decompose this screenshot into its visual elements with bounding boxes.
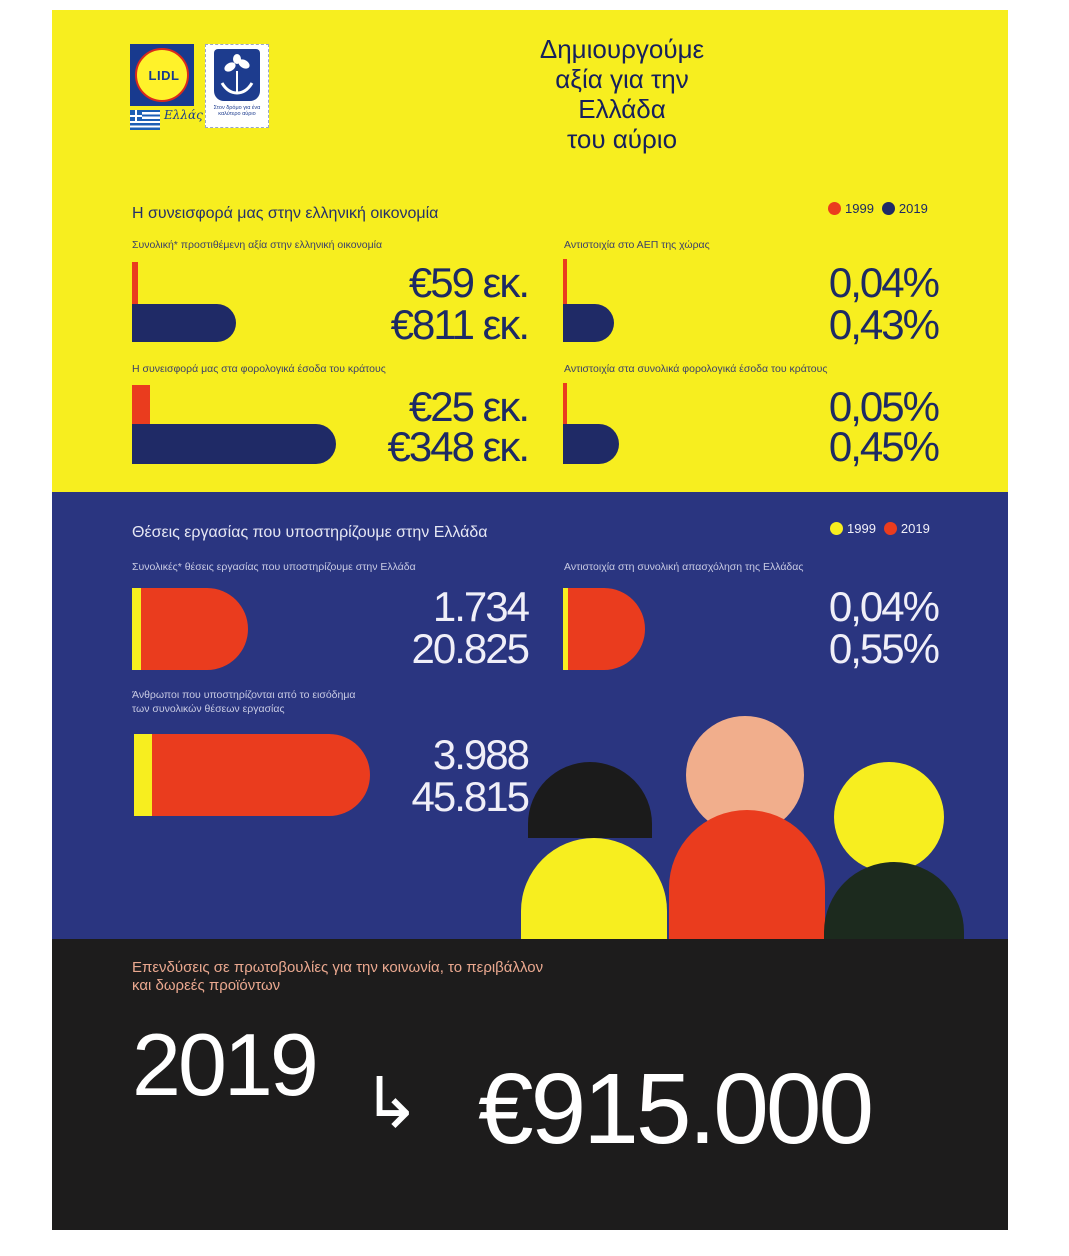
bar-1999 [134,734,152,816]
bar-1999 [563,383,567,425]
greek-flag-icon [130,110,160,130]
title-line: Ελλάδα [578,94,666,124]
tax-label: Η συνεισφορά μας στα φορολογικά έσοδα του κράτους [132,363,386,375]
bar-1999 [132,262,138,306]
title-line: Δημιουργούμε [539,34,705,64]
investments-label-line2: και δωρεές προϊόντων [132,977,281,994]
added-value-2019: €811 εκ. [390,301,528,348]
total-jobs-1999: 1.734 [432,583,528,630]
bar-2019 [132,424,336,464]
investments-section [52,939,1008,1230]
bar-2019 [132,304,236,342]
tax-2019: €348 εκ. [387,423,528,470]
title-line: αξία για την [555,64,689,94]
people-label-line1: Άνθρωποι που υποστηρίζονται από το εισόδημα [132,689,356,701]
tree-hands-icon [214,49,260,101]
employment-share-2019: 0,55% [828,625,938,672]
person-body-dark [824,862,964,939]
people-label-line2: των συνολικών θέσεων εργασίας [132,703,285,715]
tax-share-label: Αντιστοιχία στα συνολικά φορολογικά έσοδα του κράτους [564,363,828,375]
sustainability-badge [205,44,269,128]
person-head-yellow [834,762,944,872]
legend-label: 2019 [900,521,930,536]
economy-title: Η συνεισφορά μας στην ελληνική οικονομία [132,205,439,222]
legend-label: 1999 [845,201,874,216]
tax-share-2019: 0,45% [828,423,938,470]
bar-1999 [132,385,150,425]
bar-2019 [563,424,619,464]
economy-legend [828,201,928,216]
jobs-legend [830,521,930,536]
title-line: του αύριο [566,124,678,154]
added-value-1999: €59 εκ. [408,259,528,306]
legend-label: 2019 [898,201,928,216]
people-1999: 3.988 [432,731,528,778]
total-jobs-2019: 20.825 [411,625,528,672]
gdp-share-label: Αντιστοιχία στο ΑΕΠ της χώρας [564,239,710,251]
investments-label-line1: Επενδύσεις σε πρωτοβουλίες για την κοινωνία, το περιβάλλον [132,959,544,976]
legend-dot-1999 [830,522,843,535]
investments-year: 2019 [132,1015,316,1114]
total-jobs-label: Συνολικές* θέσεις εργασίας που υποστηρίζουμε στην Ελλάδα [132,561,416,573]
people-2019: 45.815 [411,773,528,820]
badge-text: Στον δρόμο για ένα καλύτερο αύριο [213,105,261,117]
bar-1999 [132,588,141,670]
arrow-icon: ↳ [362,1064,418,1142]
investments-amount: €915.000 [478,1053,872,1165]
page-title [472,34,772,154]
legend-dot-2019 [884,522,897,535]
lidl-logo [130,44,194,106]
bar-1999 [563,259,567,305]
bar-2019 [563,304,614,342]
person-body-yellow [521,838,667,939]
legend-label: 1999 [847,521,876,536]
added-value-label: Συνολική* προστιθέμενη αξία στην ελληνική οικονομία [132,239,383,251]
employment-share-1999: 0,04% [828,583,938,630]
bar-1999 [563,588,568,670]
gdp-share-2019: 0,43% [828,301,938,348]
tax-1999: €25 εκ. [408,383,528,430]
tax-share-1999: 0,05% [828,383,938,430]
economy-section [52,10,1008,492]
lidl-logo-subtext: Ελλάς [164,108,203,122]
person-head-black [528,762,652,838]
legend-dot-2019 [882,202,895,215]
bar-2019 [563,588,645,670]
infographic-page [52,10,1008,1230]
bar-2019 [132,588,248,670]
jobs-title: Θέσεις εργασίας που υποστηρίζουμε στην Ελλάδα [132,524,488,541]
legend-dot-1999 [828,202,841,215]
jobs-section [52,492,1008,939]
person-body-red [669,810,825,939]
employment-share-label: Αντιστοιχία στη συνολική απασχόληση της Ελλάδας [564,561,804,573]
lidl-logo-text: LIDL [148,68,180,83]
gdp-share-1999: 0,04% [828,259,938,306]
